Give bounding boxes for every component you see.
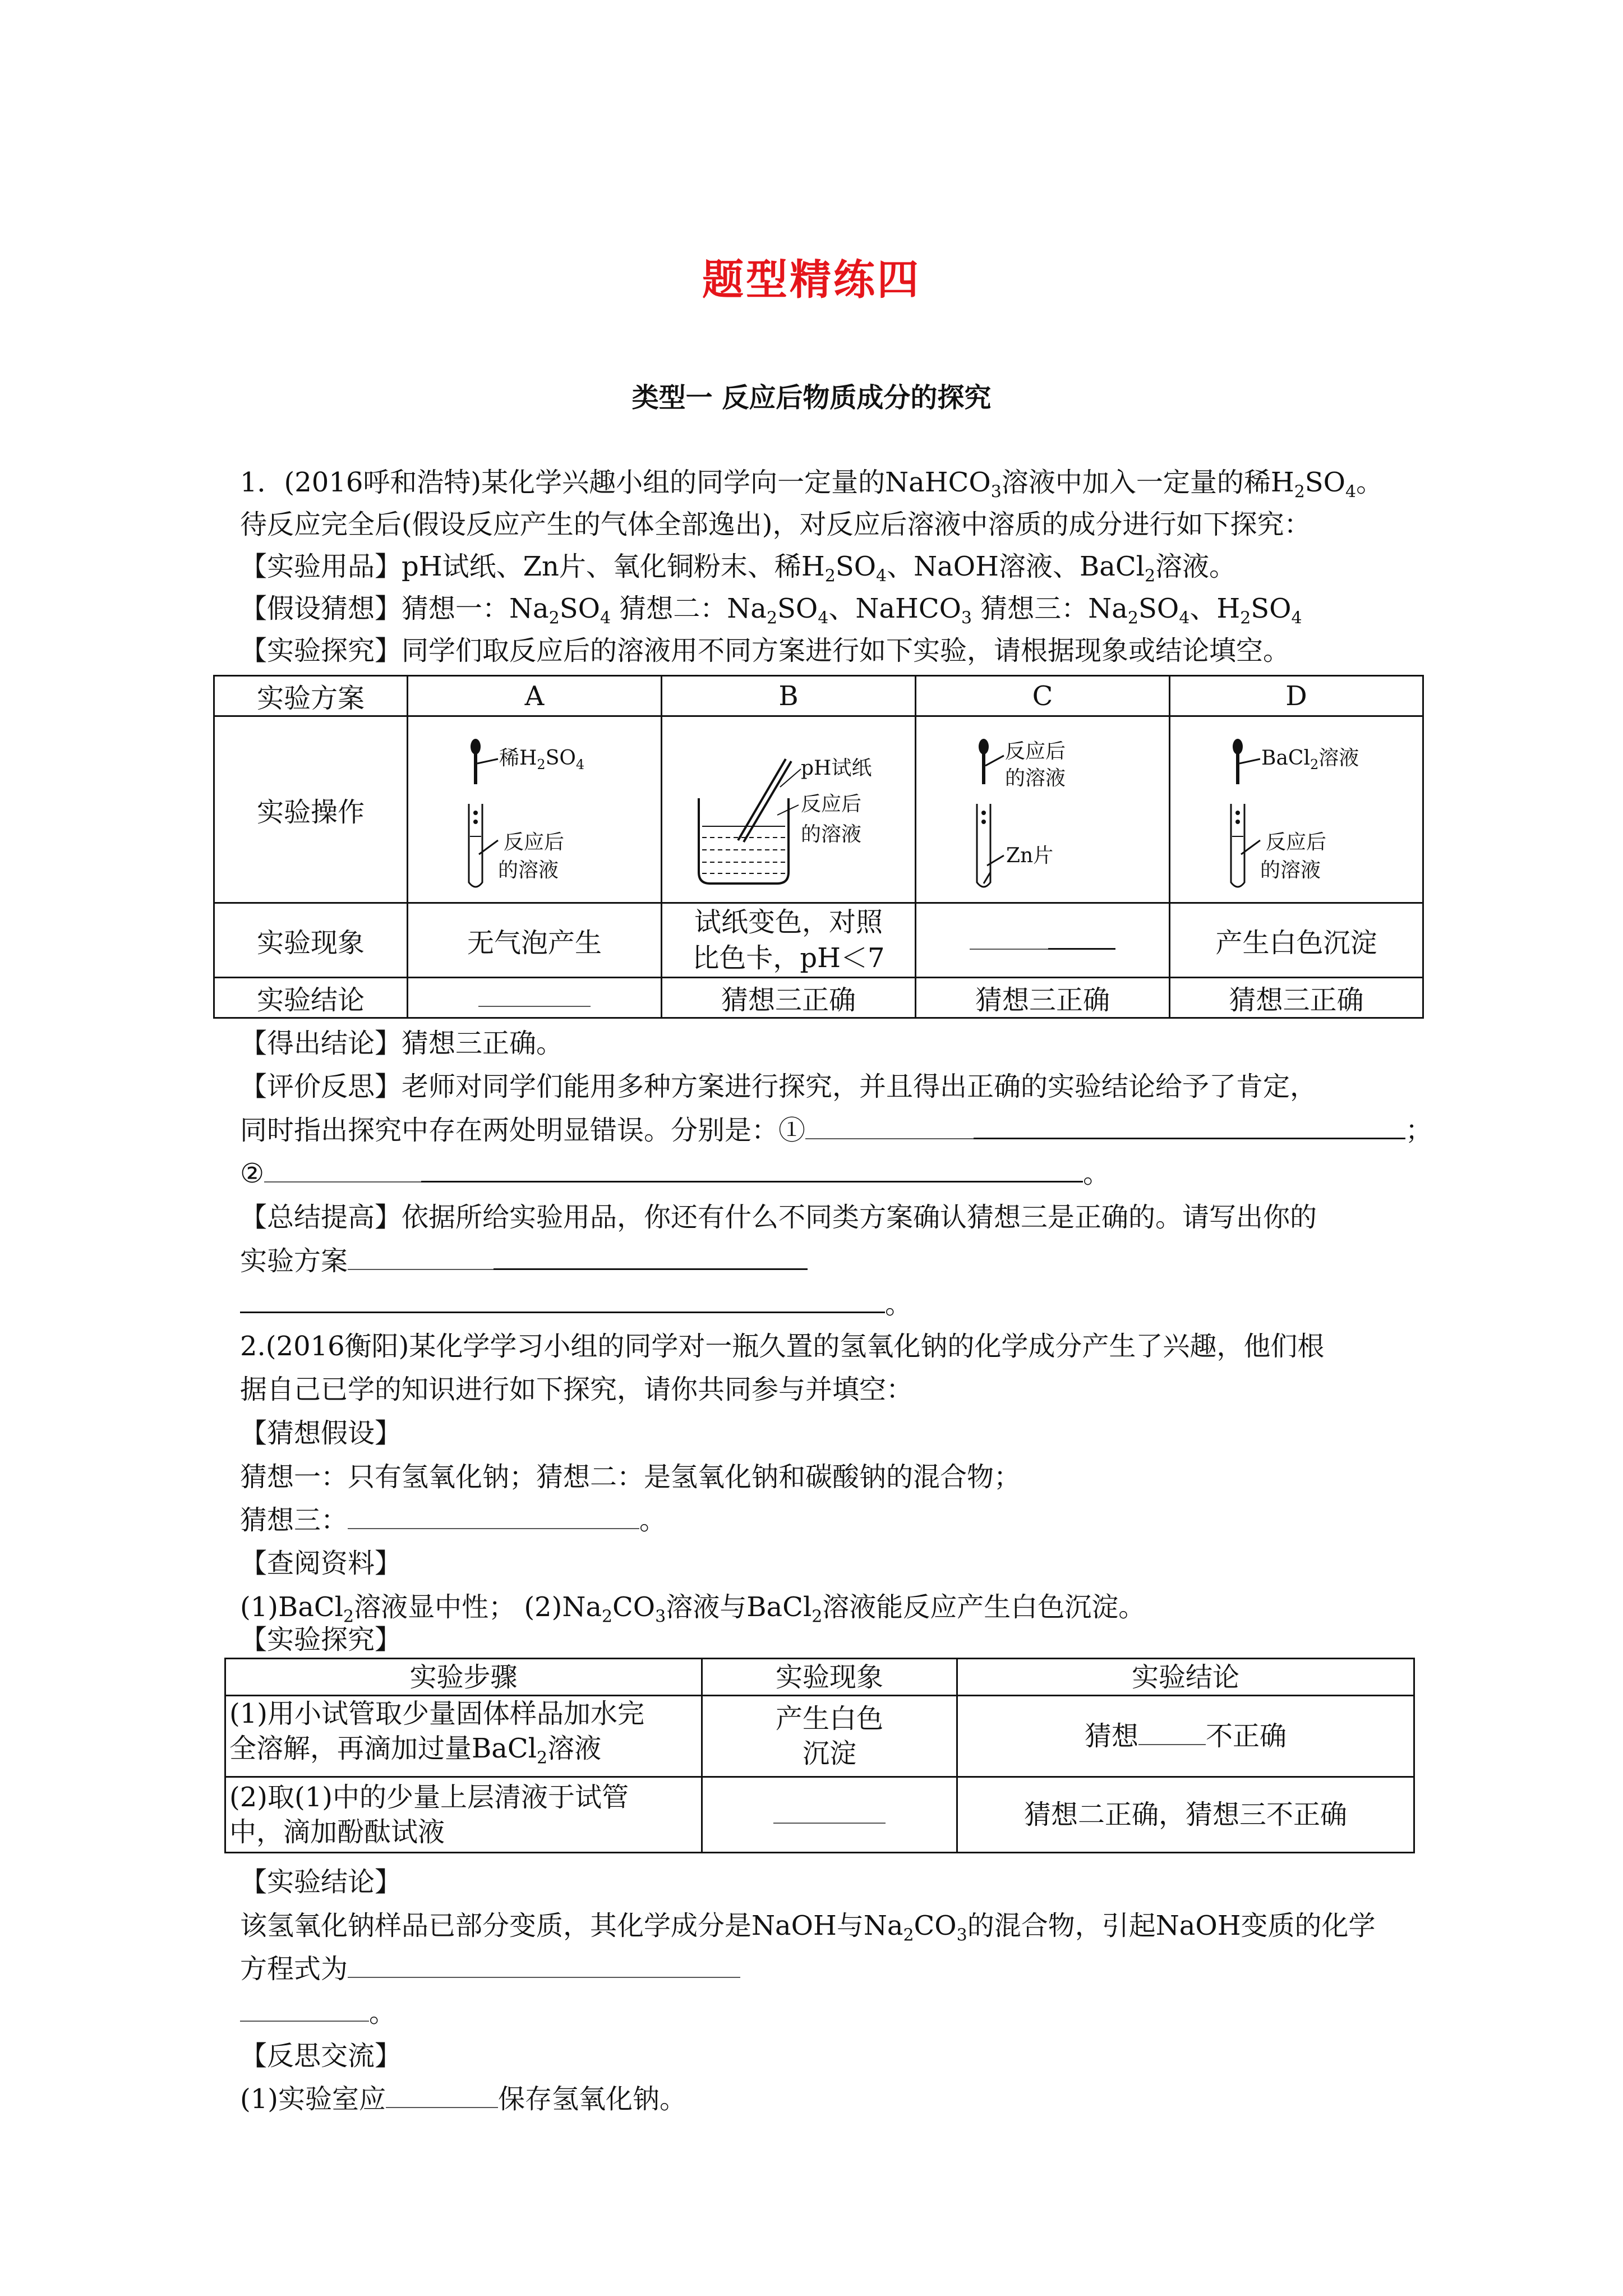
conc-c: 猜想三正确 bbox=[916, 978, 1170, 1018]
q2-reflect-line-1: (1)实验室应 保存氢氧化钠。 bbox=[240, 2083, 687, 2115]
q2-hypo-line-2: 猜想三： 。 bbox=[240, 1504, 667, 1536]
q1-explore: 【实验探究】同学们取反应后的溶液用不同方案进行如下实验，请根据现象或结论填空。 bbox=[240, 635, 1290, 666]
q2-hypo-head: 【猜想假设】 bbox=[240, 1418, 402, 1449]
diagram-c-test-tube bbox=[950, 725, 1135, 894]
svg-text:反应后: 反应后 bbox=[1005, 740, 1066, 763]
svg-text:的溶液: 的溶液 bbox=[498, 859, 559, 882]
phen-b: 试纸变色，对照 比色卡，pH＜7 bbox=[662, 903, 916, 978]
q2-conc-line-1: 该氢氧化钠样品已部分变质，其化学成分是NaOH与$Na_2CO_3$的混合物，引起NaOH变质的化学 bbox=[240, 1910, 1376, 1945]
header-conclusion: 实验结论 bbox=[214, 978, 408, 1018]
diagram-d-cell bbox=[1170, 716, 1423, 903]
col-d-header: D bbox=[1170, 676, 1423, 716]
q1-eval-line-2: 同时指出探究中存在两处明显错误。分别是：① ； bbox=[240, 1115, 1433, 1146]
conc-b: 猜想三正确 bbox=[662, 978, 916, 1018]
phen-c-blank bbox=[916, 903, 1170, 978]
phen-a: 无气泡产生 bbox=[408, 903, 662, 978]
svg-text:Zn片: Zn片 bbox=[1006, 844, 1054, 867]
svg-text:反应后: 反应后 bbox=[504, 831, 565, 854]
diagram-d-test-tube bbox=[1204, 725, 1389, 894]
header-conclusion: 实验结论 bbox=[957, 1659, 1414, 1696]
page-title: 题型精练四 bbox=[702, 256, 921, 304]
conc-a-blank bbox=[408, 978, 662, 1018]
table-row bbox=[214, 903, 1423, 978]
table-row bbox=[214, 978, 1423, 1018]
q1-intro-line-1: 1．(2016呼和浩特)某化学兴趣小组的同学向一定量的NaHCO$_3$溶液中加入一定量的稀$H_2SO_4$。 bbox=[240, 467, 1384, 502]
q2-conc-line-3: 。 bbox=[240, 1996, 396, 2030]
q2-hypo-line-1: 猜想一：只有氢氧化钠；猜想二：是氢氧化钠和碳酸钠的混合物； bbox=[240, 1461, 1021, 1493]
svg-text:的溶液: 的溶液 bbox=[1005, 767, 1066, 790]
q2-ref-head: 【查阅资料】 bbox=[240, 1548, 402, 1579]
table-row bbox=[214, 716, 1423, 903]
table-row bbox=[225, 1696, 1414, 1777]
q1-hypotheses: 【假设猜想】猜想一：$Na_2SO_4$ 猜想二：$Na_2SO_4$、NaHCO$_3$ 猜想三：$Na_2SO_4$、$H_2SO_4$ bbox=[240, 593, 1302, 628]
diagram-b-beaker bbox=[676, 725, 901, 894]
col-b-header: B bbox=[662, 676, 916, 716]
q2-intro-line-2: 据自己已学的知识进行如下探究，请你共同参与并填空： bbox=[240, 1374, 914, 1405]
q1-materials: 【实验用品】pH试纸、Zn片、氧化铜粉末、稀$H_2SO_4$、NaOH溶液、BaCl$_2$溶液。 bbox=[240, 551, 1237, 586]
step-1: (1)用小试管取少量固体样品加水完 全溶解，再滴加过量BaCl$_2$溶液 bbox=[225, 1696, 702, 1777]
svg-text:的溶液: 的溶液 bbox=[801, 823, 862, 846]
svg-text:pH试纸: pH试纸 bbox=[801, 757, 872, 780]
diagram-c-cell bbox=[916, 716, 1170, 903]
diagram-a-test-tube bbox=[442, 725, 627, 894]
q2-intro-line-1: 2.(2016衡阳)某化学学习小组的同学对一瓶久置的氢氧化钠的化学成分产生了兴趣，他们根 bbox=[240, 1331, 1325, 1362]
q2-ref-line: (1)BaCl$_2$溶液显中性； $(2)Na_2CO_3$溶液与BaCl$_2$溶液能反应产生白色沉淀。 bbox=[240, 1591, 1146, 1627]
q1-intro-line-2: 待反应完全后(假设反应产生的气体全部逸出)，对反应后溶液中溶质的成分进行如下探究： bbox=[240, 509, 1311, 540]
section-title: 类型一 反应后物质成分的探究 bbox=[631, 382, 992, 413]
phen-2-blank bbox=[702, 1777, 957, 1852]
svg-text:的溶液: 的溶液 bbox=[1260, 859, 1321, 882]
conc-d: 猜想三正确 bbox=[1170, 978, 1423, 1018]
header-step: 实验步骤 bbox=[225, 1659, 702, 1696]
svg-text:反应后: 反应后 bbox=[801, 793, 862, 816]
diagram-b-cell bbox=[662, 716, 916, 903]
q1-eval-line-3: ② 。 bbox=[240, 1158, 1110, 1189]
svg-text:稀H2SO4: 稀$H_2SO_4$ bbox=[499, 747, 585, 772]
q1-result: 【得出结论】猜想三正确。 bbox=[240, 1028, 564, 1059]
q1-summary-line-1: 【总结提高】依据所给实验用品，你还有什么不同类方案确认猜想三是正确的。请写出你的 bbox=[240, 1202, 1317, 1233]
table-row bbox=[225, 1659, 1414, 1696]
header-phenomenon: 实验现象 bbox=[702, 1659, 957, 1696]
q2-reflect-head: 【反思交流】 bbox=[240, 2040, 402, 2072]
q2-conc-head: 【实验结论】 bbox=[240, 1866, 402, 1898]
col-c-header: C bbox=[916, 676, 1170, 716]
q2-conc-line-2: 方程式为 bbox=[240, 1952, 740, 1986]
table-row bbox=[214, 676, 1423, 716]
q1-summary-line-3: 。 bbox=[240, 1287, 912, 1321]
header-operation: 实验操作 bbox=[214, 716, 408, 903]
q1-summary-line-2: 实验方案 bbox=[240, 1244, 808, 1278]
svg-text:反应后: 反应后 bbox=[1265, 831, 1326, 854]
table-row bbox=[225, 1777, 1414, 1852]
conc-2: 猜想二正确，猜想三不正确 bbox=[957, 1777, 1414, 1852]
phen-1: 产生白色 沉淀 bbox=[702, 1696, 957, 1777]
header-phenomenon: 实验现象 bbox=[214, 903, 408, 978]
q1-experiment-table bbox=[213, 675, 1424, 1019]
diagram-a-cell bbox=[408, 716, 662, 903]
svg-text:BaCl2溶液: BaCl$_2$溶液 bbox=[1261, 747, 1359, 772]
step-2: (2)取(1)中的少量上层清液于试管 中，滴加酚酞试液 bbox=[225, 1777, 702, 1852]
phen-d: 产生白色沉淀 bbox=[1170, 903, 1423, 978]
col-a-header: A bbox=[408, 676, 662, 716]
q2-explore-head: 【实验探究】 bbox=[240, 1624, 402, 1655]
header-plan: 实验方案 bbox=[214, 676, 408, 716]
q1-eval-line-1: 【评价反思】老师对同学们能用多种方案进行探究，并且得出正确的实验结论给予了肯定， bbox=[240, 1071, 1317, 1102]
conc-1: 猜想 不正确 bbox=[957, 1696, 1414, 1777]
q2-experiment-table bbox=[224, 1658, 1415, 1853]
